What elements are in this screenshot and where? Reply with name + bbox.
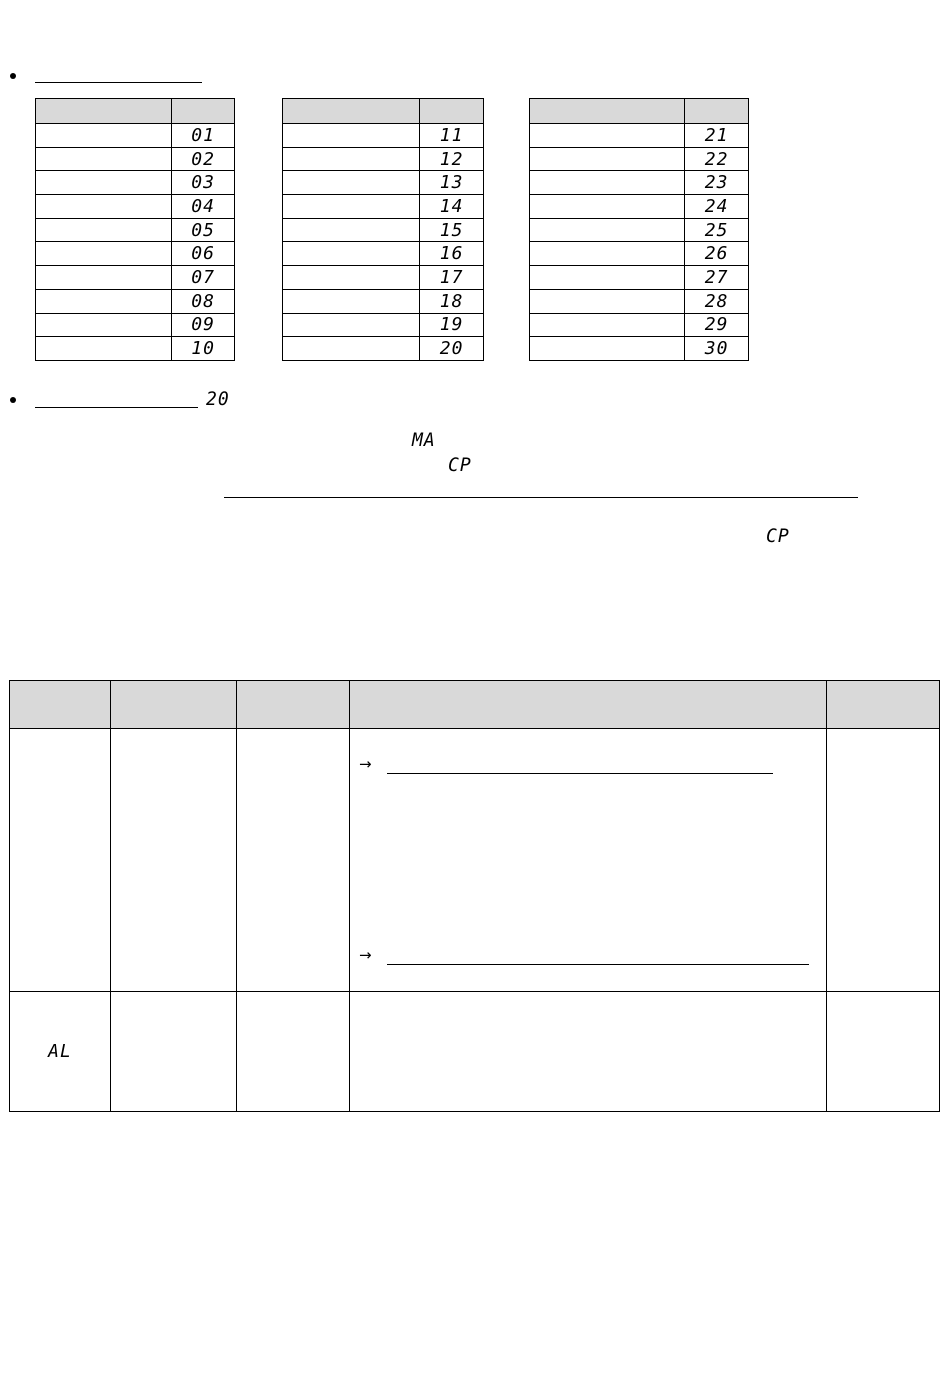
code-cell bbox=[685, 242, 749, 266]
code-table-row bbox=[283, 171, 484, 195]
code-table-row bbox=[530, 195, 749, 219]
code-table-row bbox=[36, 147, 235, 171]
code-label-cell bbox=[530, 147, 685, 171]
code-cell bbox=[420, 289, 484, 313]
code-cell bbox=[172, 242, 235, 266]
row2-cell-1 bbox=[10, 992, 111, 1112]
row1-underline-2 bbox=[387, 964, 809, 965]
code-table-3 bbox=[529, 98, 749, 361]
code-cell bbox=[420, 266, 484, 290]
display-code: 09 bbox=[191, 314, 215, 336]
code-label-cell bbox=[36, 147, 172, 171]
code-ma: MA bbox=[412, 429, 436, 452]
header-cell bbox=[420, 99, 484, 124]
display-code: 17 bbox=[439, 266, 464, 288]
display-code: 04 bbox=[191, 195, 215, 217]
row1-cell-5 bbox=[827, 729, 940, 992]
display-code: 02 bbox=[191, 148, 215, 170]
display-code: 14 bbox=[439, 195, 464, 217]
code-cell bbox=[420, 218, 484, 242]
code-label-cell bbox=[36, 289, 172, 313]
code-cell bbox=[172, 124, 235, 148]
code-label-cell bbox=[530, 195, 685, 219]
display-code: 08 bbox=[191, 290, 215, 312]
row1-cell-1 bbox=[10, 729, 111, 992]
main-table-row bbox=[10, 729, 940, 992]
row1-underline-1 bbox=[387, 773, 773, 774]
code-table-row bbox=[36, 218, 235, 242]
display-code: 10 bbox=[191, 338, 215, 360]
arrow-right-icon: → bbox=[359, 755, 372, 773]
header-cell-1 bbox=[10, 681, 111, 729]
display-code: 11 bbox=[439, 124, 464, 146]
code-cell bbox=[685, 124, 749, 148]
display-code: 12 bbox=[439, 148, 464, 170]
display-code: 26 bbox=[704, 243, 729, 265]
display-code: 01 bbox=[191, 124, 215, 146]
code-label-cell bbox=[530, 242, 685, 266]
code-label-cell bbox=[283, 289, 420, 313]
code-label-cell bbox=[283, 171, 420, 195]
arrow-right-icon: → bbox=[359, 946, 372, 964]
code-table-header bbox=[36, 99, 235, 124]
code-label-cell bbox=[283, 337, 420, 361]
code-label-cell bbox=[283, 266, 420, 290]
header-cell bbox=[283, 99, 420, 124]
section1-heading-underline bbox=[35, 82, 202, 83]
header-cell bbox=[530, 99, 685, 124]
code-label-cell bbox=[283, 147, 420, 171]
code-label-cell bbox=[36, 313, 172, 337]
display-code: 13 bbox=[439, 172, 464, 194]
code-label-cell bbox=[36, 266, 172, 290]
code-cell bbox=[685, 147, 749, 171]
code-cell bbox=[172, 147, 235, 171]
code-table-header bbox=[530, 99, 749, 124]
code-cell bbox=[685, 171, 749, 195]
header-cell bbox=[685, 99, 749, 124]
display-code: 06 bbox=[191, 243, 215, 265]
code-label-cell bbox=[283, 124, 420, 148]
display-code: 15 bbox=[439, 219, 464, 241]
bullet-1 bbox=[10, 73, 16, 79]
code-table-row bbox=[36, 242, 235, 266]
section2-heading-underline bbox=[35, 407, 198, 408]
display-code: 28 bbox=[704, 290, 729, 312]
code-label-cell bbox=[530, 124, 685, 148]
code-cell bbox=[172, 337, 235, 361]
code-table-row bbox=[283, 242, 484, 266]
code-cell bbox=[685, 289, 749, 313]
display-code: 27 bbox=[704, 266, 729, 288]
code-label-cell bbox=[36, 337, 172, 361]
code-al: AL bbox=[48, 1041, 72, 1062]
code-table-row bbox=[530, 313, 749, 337]
code-table-row bbox=[283, 218, 484, 242]
header-cell-4 bbox=[350, 681, 827, 729]
code-table-row bbox=[36, 313, 235, 337]
main-table-row bbox=[10, 992, 940, 1112]
code-label-cell bbox=[530, 337, 685, 361]
code-table-row bbox=[36, 266, 235, 290]
code-table-row bbox=[283, 313, 484, 337]
code-cell bbox=[420, 313, 484, 337]
display-code: 22 bbox=[704, 148, 729, 170]
code-label-cell bbox=[530, 313, 685, 337]
code-cell bbox=[172, 171, 235, 195]
code-cell bbox=[685, 313, 749, 337]
section2-code: 20 bbox=[206, 388, 230, 411]
code-table-row bbox=[530, 337, 749, 361]
code-table-row bbox=[530, 289, 749, 313]
display-code: 20 bbox=[439, 338, 464, 360]
code-cell bbox=[685, 266, 749, 290]
display-code: 25 bbox=[704, 219, 729, 241]
code-label-cell bbox=[530, 289, 685, 313]
code-cell bbox=[420, 242, 484, 266]
display-code: 23 bbox=[704, 172, 729, 194]
code-table-row bbox=[530, 171, 749, 195]
display-code: 19 bbox=[439, 314, 464, 336]
code-table-row bbox=[283, 289, 484, 313]
code-label-cell bbox=[283, 242, 420, 266]
code-cell bbox=[172, 195, 235, 219]
code-label-cell bbox=[36, 171, 172, 195]
code-label-cell bbox=[283, 218, 420, 242]
header-cell-5 bbox=[827, 681, 940, 729]
row2-cell-5 bbox=[827, 992, 940, 1112]
code-table-row bbox=[36, 289, 235, 313]
code-cell bbox=[172, 218, 235, 242]
header-cell bbox=[172, 99, 235, 124]
header-cell-3 bbox=[237, 681, 350, 729]
code-cell bbox=[420, 195, 484, 219]
display-code: 21 bbox=[704, 124, 729, 146]
code-table-row bbox=[283, 266, 484, 290]
code-label-cell bbox=[530, 266, 685, 290]
code-table-row bbox=[283, 147, 484, 171]
code-table-row bbox=[530, 218, 749, 242]
code-label-cell bbox=[283, 313, 420, 337]
display-code: 30 bbox=[704, 338, 729, 360]
code-table-row bbox=[530, 124, 749, 148]
code-cell bbox=[420, 337, 484, 361]
code-label-cell bbox=[36, 195, 172, 219]
main-table-header bbox=[10, 681, 940, 729]
code-table-row bbox=[36, 171, 235, 195]
code-table-row bbox=[36, 195, 235, 219]
display-code: 24 bbox=[704, 195, 729, 217]
code-label-cell bbox=[530, 218, 685, 242]
display-code: 03 bbox=[191, 172, 215, 194]
display-code: 07 bbox=[191, 266, 215, 288]
code-cell bbox=[420, 124, 484, 148]
code-table-row bbox=[36, 337, 235, 361]
code-table-row bbox=[530, 242, 749, 266]
code-label-cell bbox=[530, 171, 685, 195]
display-code: 18 bbox=[439, 290, 464, 312]
code-cell bbox=[172, 313, 235, 337]
code-table-row bbox=[283, 124, 484, 148]
code-table-row bbox=[36, 124, 235, 148]
code-label-cell bbox=[36, 124, 172, 148]
code-cell bbox=[172, 289, 235, 313]
code-cell bbox=[420, 147, 484, 171]
code-table-row bbox=[530, 147, 749, 171]
row1-cell-2 bbox=[111, 729, 237, 992]
code-table-row bbox=[530, 266, 749, 290]
code-label-cell bbox=[36, 242, 172, 266]
code-label-cell bbox=[36, 218, 172, 242]
row2-cell-2 bbox=[111, 992, 237, 1112]
main-table bbox=[9, 680, 940, 1112]
row1-cell-4 bbox=[350, 729, 827, 992]
display-code: 05 bbox=[191, 219, 215, 241]
row2-cell-4 bbox=[350, 992, 827, 1112]
display-code: 16 bbox=[439, 243, 464, 265]
bullet-2 bbox=[10, 397, 16, 403]
code-cell bbox=[420, 171, 484, 195]
code-label-cell bbox=[283, 195, 420, 219]
section2-underline bbox=[224, 497, 858, 498]
code-cell bbox=[685, 195, 749, 219]
row2-cell-3 bbox=[237, 992, 350, 1112]
code-cp-1: CP bbox=[448, 454, 472, 477]
display-code: 29 bbox=[704, 314, 729, 336]
code-cp-2: CP bbox=[766, 525, 790, 548]
row1-cell-3 bbox=[237, 729, 350, 992]
code-table-row bbox=[283, 337, 484, 361]
code-cell bbox=[685, 218, 749, 242]
code-cell bbox=[685, 337, 749, 361]
header-cell-2 bbox=[111, 681, 237, 729]
code-cell bbox=[172, 266, 235, 290]
code-table-header bbox=[283, 99, 484, 124]
code-table-2 bbox=[282, 98, 484, 361]
code-table-row bbox=[283, 195, 484, 219]
header-cell bbox=[36, 99, 172, 124]
code-table-1 bbox=[35, 98, 235, 361]
